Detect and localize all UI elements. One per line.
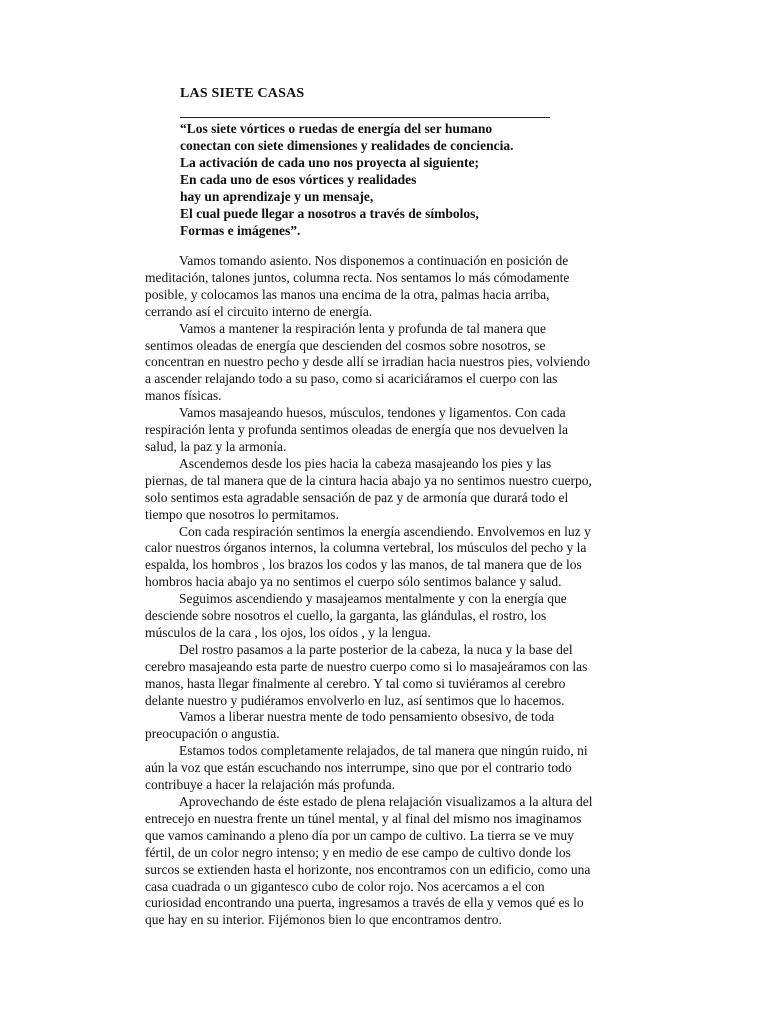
paragraph <box>145 709 665 743</box>
quote-line: En cada uno de esos vórtices y realidades <box>180 172 417 187</box>
paragraph-line: contribuye a hacer la relajación más profunda. <box>145 777 396 793</box>
paragraph-line: casa cuadrada o un gigantesco cubo de color rojo. Nos acercamos a el con <box>145 878 545 894</box>
paragraph-line: entrecejo en nuestra frente un túnel mental, y al final del mismo nos imaginamos <box>145 810 582 826</box>
paragraph-line: surcos se extienden hasta el horizonte, nos encontramos con un edificio, como una <box>145 861 591 877</box>
paragraph-line: hombros hacia abajo ya no sentimos el cuerpo sólo sentimos balance y salud. <box>145 574 562 590</box>
paragraph-line: Con cada respiración sentimos la energía ascendiendo. Envolvemos en luz y <box>179 523 591 539</box>
paragraph-line: tiempo que nosotros lo permitamos. <box>145 506 339 522</box>
paragraph <box>145 321 665 406</box>
paragraph <box>145 591 665 642</box>
paragraph-line: músculos de la cara , los ojos, los oídos , y la lengua. <box>145 624 431 640</box>
quote-line: conectan con siete dimensiones y realidades de conciencia. <box>180 138 514 153</box>
paragraph <box>145 524 665 592</box>
paragraph-line: curiosidad encontrando una puerta, ingresamos a través de ella y vemos qué es lo <box>145 895 584 911</box>
paragraph-line: Seguimos ascendiendo y masajeamos mentalmente y con la energía que <box>179 591 567 607</box>
quote-line: La activación de cada uno nos proyecta al siguiente; <box>180 155 480 170</box>
quote-line: El cual puede llegar a nosotros a través de símbolos, <box>180 206 479 221</box>
paragraph-line: meditación, talones juntos, columna recta. Nos sentamos lo más cómodamente <box>145 269 570 285</box>
paragraph-line: Ascendemos desde los pies hacia la cabeza masajeando los pies y las <box>179 455 552 471</box>
paragraph-line: Aprovechando de éste estado de plena relajación visualizamos a la altura del <box>179 794 593 809</box>
paragraph-line: salud, la paz y la armonía. <box>145 438 287 454</box>
paragraph-line: desciende sobre nosotros el cuello, la garganta, las glándulas, el rostro, los <box>145 608 547 624</box>
paragraph-line: calor nuestros órganos internos, la columna vertebral, los músculos del pecho y la <box>145 540 587 556</box>
paragraph-line: respiración lenta y profunda sentimos oleadas de energía que nos devuelven la <box>145 422 568 438</box>
title-underline <box>180 117 550 118</box>
paragraph-line: piernas, de tal manera que de la cintura hacia abajo ya no sentimos nuestro cuerpo, <box>145 472 592 488</box>
paragraph-line: Vamos a liberar nuestra mente de todo pensamiento obsesivo, de toda <box>179 709 555 725</box>
paragraph <box>145 743 665 794</box>
quote-line: Formas e imágenes”. <box>180 223 301 238</box>
paragraph <box>145 794 665 929</box>
paragraph-line: concentran en nuestro pecho y desde allí se irradian hacia nuestros pies, volviendo <box>145 354 590 370</box>
paragraph-line: cerebro masajeando esta parte de nuestro cuerpo como si lo masajeáramos con las <box>145 658 588 674</box>
paragraph-line: cerrando así el circuito interno de energía. <box>145 303 373 319</box>
paragraph-line: que vamos caminando a pleno día por un campo de cultivo. La tierra se ve muy <box>145 827 574 843</box>
epigraph-quote <box>180 120 620 239</box>
paragraph-line: Vamos a mantener la respiración lenta y profunda de tal manera que <box>179 320 546 336</box>
paragraph <box>145 456 665 524</box>
paragraph-line: sentimos oleadas de energía que descienden del cosmos sobre nosotros, se <box>145 337 546 353</box>
paragraph-line: manos, hasta llegar finalmente al cerebro. Y tal como si tuviéramos al cerebro <box>145 675 566 691</box>
paragraph-line: delante nuestro y pudiéramos envolverlo en luz, así sentimos que lo hacemos. <box>145 692 565 708</box>
paragraph-line: Vamos masajeando huesos, músculos, tendones y ligamentos. Con cada <box>179 405 566 421</box>
quote-line: “Los siete vórtices o ruedas de energía del ser humano <box>180 121 493 136</box>
document-title: LAS SIETE CASAS <box>180 86 305 101</box>
paragraph-line: a ascender relajando todo a su paso, como si acariciáramos el cuerpo con las <box>145 371 558 387</box>
paragraph-line: manos físicas. <box>145 388 222 404</box>
paragraph-line: espalda, los hombros , los brazos los codos y las manos, de tal manera que de los <box>145 557 582 573</box>
paragraph-line: aún la voz que están escuchando nos interrumpe, sino que por el contrario todo <box>145 760 572 776</box>
quote-line: hay un aprendizaje y un mensaje, <box>180 189 374 204</box>
paragraph-line: posible, y colocamos las manos una encima de la otra, palmas hacia arriba, <box>145 286 550 302</box>
paragraph-line: Del rostro pasamos a la parte posterior de la cabeza, la nuca y la base del <box>179 641 573 657</box>
paragraph-line: que hay en su interior. Fijémonos bien lo que encontramos dentro. <box>145 912 502 928</box>
paragraph <box>145 405 665 456</box>
paragraph-line: solo sentimos esta agradable sensación de paz y de armonía que durará todo el <box>145 489 569 505</box>
paragraph-line: Estamos todos completamente relajados, de tal manera que ningún ruido, ni <box>179 743 588 759</box>
paragraph-line: Vamos tomando asiento. Nos disponemos a continuación en posición de <box>179 253 569 268</box>
paragraph-line: preocupación o angustia. <box>145 726 280 742</box>
paragraph <box>145 642 665 710</box>
paragraph-line: fértil, de un color negro intenso; y en medio de ese campo de cultivo donde los <box>145 844 571 860</box>
body-text <box>145 253 665 929</box>
paragraph <box>145 253 665 321</box>
